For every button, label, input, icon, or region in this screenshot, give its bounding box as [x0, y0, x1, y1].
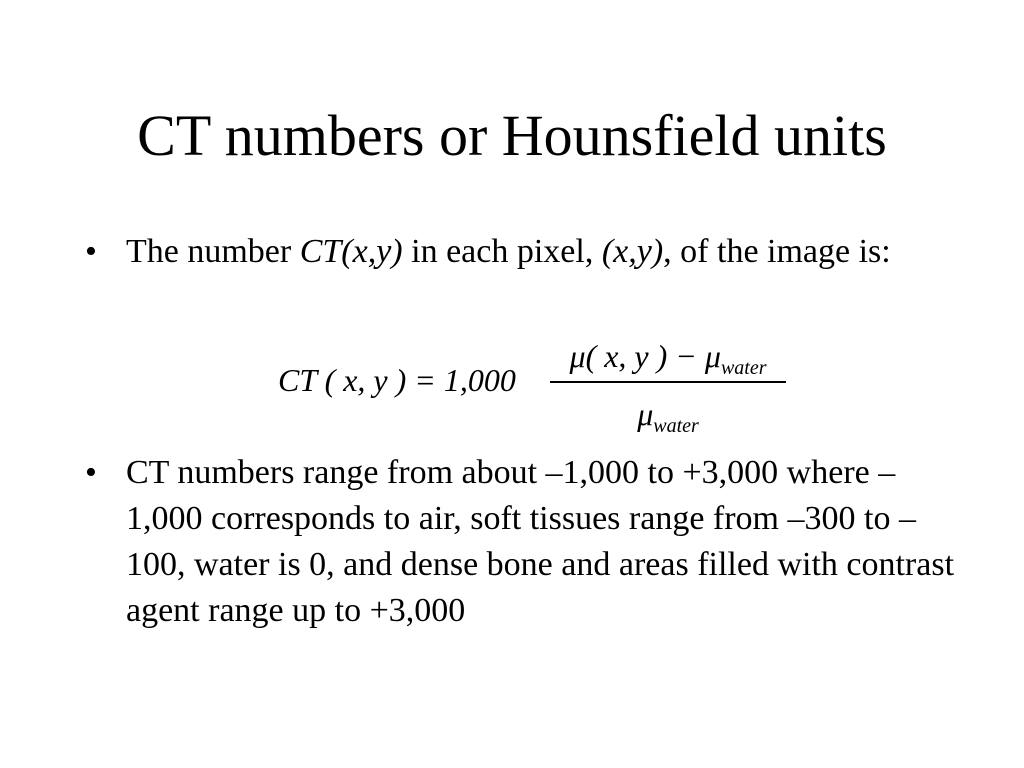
numerator-main: μ( x, y ) − μ	[569, 338, 721, 374]
formula-denominator	[550, 394, 786, 439]
bullet-text-part: The number	[126, 233, 300, 270]
formula-fraction	[550, 332, 786, 442]
bullet-text: CT numbers range from about –1,000 to +3,000 where –1,000 corresponds to air, soft tissues range from –300 to –100, water is 0, and dense bone and areas filled with contrast agent range up to +3,000	[126, 454, 955, 629]
fraction-bar	[550, 381, 786, 383]
pixel-coordinate-term: (x,y)	[601, 233, 664, 270]
bullet-marker: •	[85, 454, 97, 491]
bullet-text	[126, 229, 956, 275]
denominator-main: μ	[637, 396, 654, 432]
formula-numerator	[550, 336, 786, 381]
ct-function-term: CT(x,y)	[299, 233, 403, 270]
formula-left-side: CT ( x, y ) = 1,000	[278, 362, 516, 398]
slide-title: CT numbers or Hounsfield units	[137, 103, 887, 168]
denominator-subscript: water	[653, 415, 699, 437]
bullet-text-part: , of the image is:	[663, 233, 891, 270]
bullet-text-part: in each pixel,	[402, 233, 602, 270]
numerator-subscript: water	[720, 357, 767, 379]
bullet-marker: •	[85, 233, 97, 270]
ct-number-formula	[270, 332, 800, 442]
